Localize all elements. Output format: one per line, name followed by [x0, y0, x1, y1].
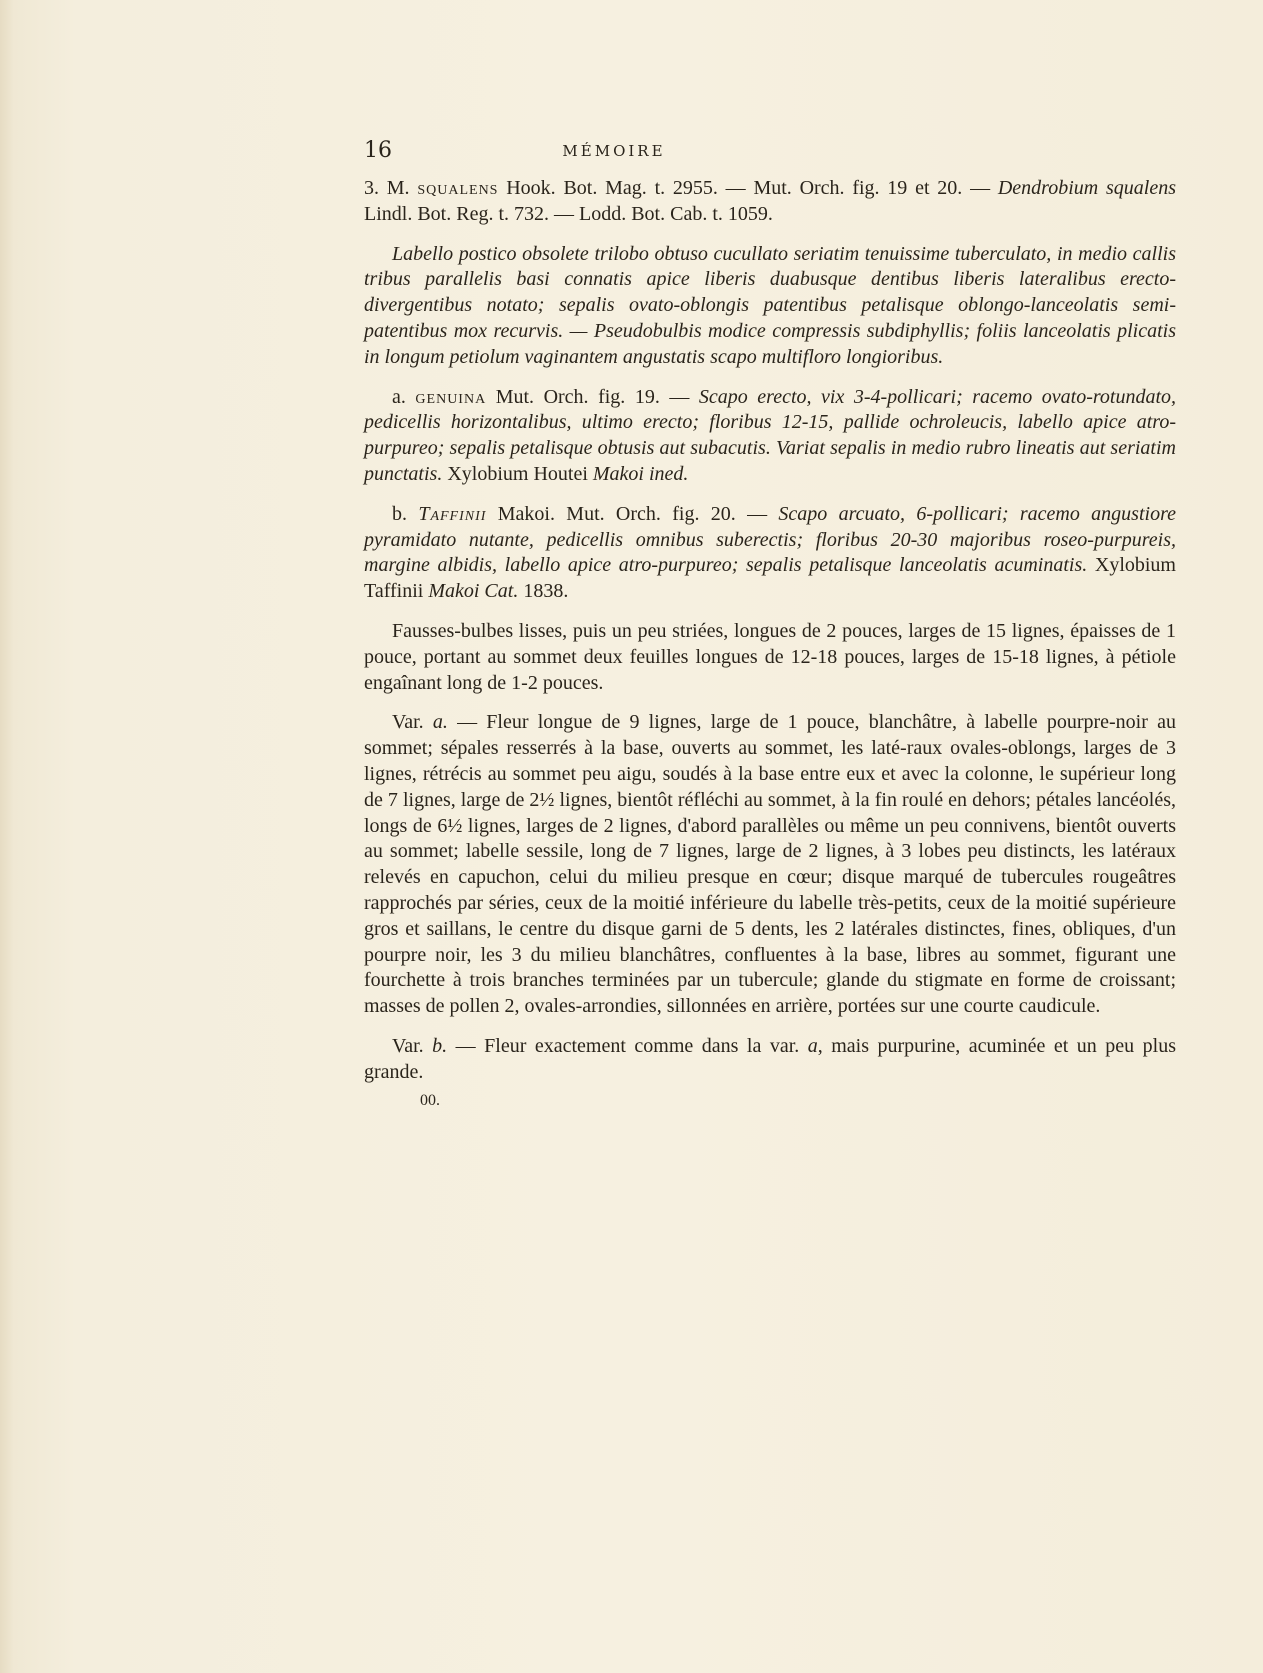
variety-b-source: Makoi Cat. [428, 580, 519, 603]
desc-a-text: — Fleur longue de 9 lignes, large de 1 pouce, blanchâtre, à labelle pourpre-noir au sommet; sépales resserrés à la base, ouverts au sommet, les laté-raux ovales-oblongs, larges de 3 lignes, rétrécis au sommet peu aigu, soudés à la base entre eux et avec la colonne, le supérieur long de 7 lignes, large de 2½ lignes, bientôt réfléchi au sommet, à la fin roulé en dehors; pétales lancéolés, longs de 6½ lignes, larges de 2 lignes, d'abord parallèles ou même un peu connivens, bientôt ouverts au sommet; labelle sessile, long de 7 lignes, large de 2 lignes, à 3 lobes peu distincts, les latéraux relevés en capuchon, celui du milieu presque en cœur; disque marqué de tubercules rougeâtres rapprochés par séries, ceux de la moitié inférieure du labelle très-petits, ceux de la moitié supérieure gros et saillans, le centre du disque garni de 5 dents, les 2 latérales distinctes, fines, obliques, d'un pourpre noir, les 3 du milieu blanchâtres, confluentes à la base, libres au sommet, figurant une fourchette à trois branches terminées par un tubercule; glande du stigmate en forme de croissant; masses de pollen 2, ovales-arrondies, sillonnées en arrière, portées sur une courte caudicule. [364, 711, 1176, 1018]
synonym-name: Dendrobium squalens [997, 177, 1176, 199]
printer-signature: 00. [420, 1091, 440, 1109]
desc-b-text-2: , mais purpurine, acuminée et un peu plus grande. [364, 1034, 1176, 1083]
running-head: MÉMOIRE [562, 142, 666, 160]
variety-b-ref: Makoi. Mut. Orch. fig. 20. — [486, 502, 779, 525]
variety-a-label: a. [392, 385, 406, 408]
page-number: 16 [364, 138, 392, 163]
diagnosis-text: Labello postico obsolete trilobo obtuso cucullato seriatim tenuissime tuberculato, in medio callis tribus parallelis basi connatis apice liberis duabusque dentibus liberis lateralibus erecto-divergentibus notato; sepalis ovato-oblongis patentibus petalisque oblongo-lanceolatis semi-patentibus mox recurvis. — Pseudobulbis modice compressis subdiphyllis; foliis lanceolatis plicatis in longum petiolum vaginantem angustatis scapo multifloro longioribus. [364, 242, 1176, 368]
species-number: 3. M. [364, 177, 410, 199]
variety-a-source: Makoi ined. [592, 462, 689, 485]
page-edge-shadow [0, 0, 14, 1673]
variety-b-label: b. [392, 502, 407, 525]
variety-b-diagnosis: Scapo arcuato, 6-pollicari; racemo angustiore pyramidato nutante, pedicellis omnibus suberectis; floribus 20-30 majoribus roseo-purpureis, margine albidis, labello apice atro-purpureo; sepalis petalisque lanceolatis acuminatis. [364, 502, 1176, 577]
variety-b-description [364, 1034, 1176, 1086]
desc-b-text-1: — Fleur exactement comme dans la var. [447, 1034, 808, 1057]
variety-a-name: genuina [415, 385, 487, 408]
variety-a-description [364, 710, 1176, 1020]
variety-b-year: 1838. [518, 580, 569, 603]
variety-a-ref: Mut. Orch. fig. 19. — [486, 385, 699, 408]
variety-a-diagnosis: Scapo erecto, vix 3-4-pollicari; racemo ovato-rotundato, pedicellis horizontalibus, ultimo erecto; floribus 12-15, pallide ochroleucis, labello apice atro-purpureo; sepalis petalisque obtusis aut subacutis. Variat sepalis in medio rubro lineatis aut seriatim punctatis. [364, 385, 1177, 485]
desc-a-var: a. [432, 711, 448, 734]
citation-refs-2: Lindl. Bot. Reg. t. 732. — Lodd. Bot. Cab. t. 1059. [364, 202, 773, 225]
desc-b-var-ref: a [807, 1034, 818, 1057]
species-name: squalens [417, 177, 499, 199]
citation-refs-1: Hook. Bot. Mag. t. 2955. — Mut. Orch. fig. 19 et 20. — [498, 177, 998, 199]
latin-diagnosis [364, 242, 1176, 371]
page-header [364, 138, 864, 166]
desc-b-var: b. [432, 1034, 448, 1057]
variety-b-synonym: Xylobium Taffinii [364, 554, 1176, 603]
variety-a-synonym: Xylobium Houtei [442, 462, 593, 485]
variety-b-name: Taffinii [418, 502, 487, 525]
variety-a-paragraph [364, 385, 1176, 488]
desc-b-prefix: Var. [392, 1034, 433, 1057]
pseudobulbs-paragraph: Fausses-bulbes lisses, puis un peu striées, longues de 2 pouces, larges de 15 lignes, épaisses de 1 pouce, portant au sommet deux feuilles longues de 12-18 pouces, larges de 15-18 lignes, à pétiole engaînant long de 1-2 pouces. [364, 619, 1176, 694]
page-body [364, 176, 1176, 1113]
desc-a-prefix: Var. [392, 711, 433, 734]
variety-b-paragraph [364, 502, 1176, 605]
species-citation [364, 176, 1176, 228]
